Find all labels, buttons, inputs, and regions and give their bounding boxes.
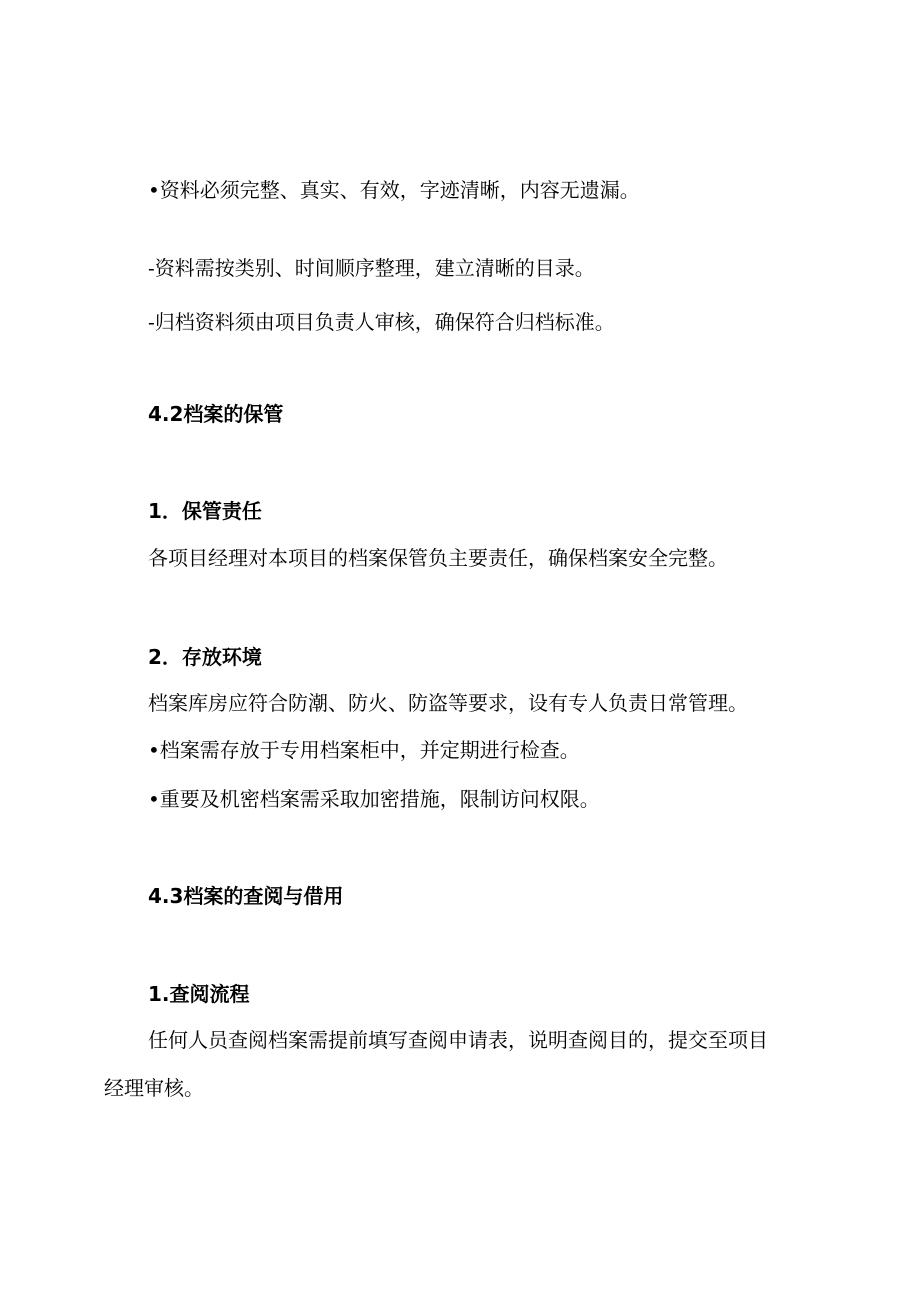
bullet-paragraph-completeness: •资料必须完整、真实、有效，字迹清晰，内容无遗漏。	[148, 178, 640, 202]
bullet-paragraph-cabinet: •档案需存放于专用档案柜中，并定期进行检查。	[148, 738, 580, 762]
dash-paragraph-review: -归档资料须由项目负责人审核，确保符合归档标准。	[148, 310, 615, 334]
paragraph-environment: 档案库房应符合防潮、防火、防盗等要求，设有专人负责日常管理。	[148, 691, 748, 715]
paragraph-process-line2: 经理审核。	[104, 1076, 204, 1100]
subheading-environment: 2．存放环境	[148, 645, 262, 669]
subheading-responsibility: 1．保管责任	[148, 499, 262, 523]
subheading-process: 1.查阅流程	[148, 982, 250, 1006]
dash-paragraph-sorting: -资料需按类别、时间顺序整理，建立清晰的目录。	[148, 256, 595, 280]
paragraph-process-line1: 任何人员查阅档案需提前填写查阅申请表，说明查阅目的，提交至项目	[148, 1028, 768, 1052]
paragraph-responsibility: 各项目经理对本项目的档案保管负主要责任，确保档案安全完整。	[148, 546, 728, 570]
section-heading-access: 4.3档案的查阅与借用	[148, 884, 344, 908]
section-heading-storage: 4.2档案的保管	[148, 402, 284, 426]
bullet-paragraph-secret: •重要及机密档案需采取加密措施，限制访问权限。	[148, 787, 600, 811]
